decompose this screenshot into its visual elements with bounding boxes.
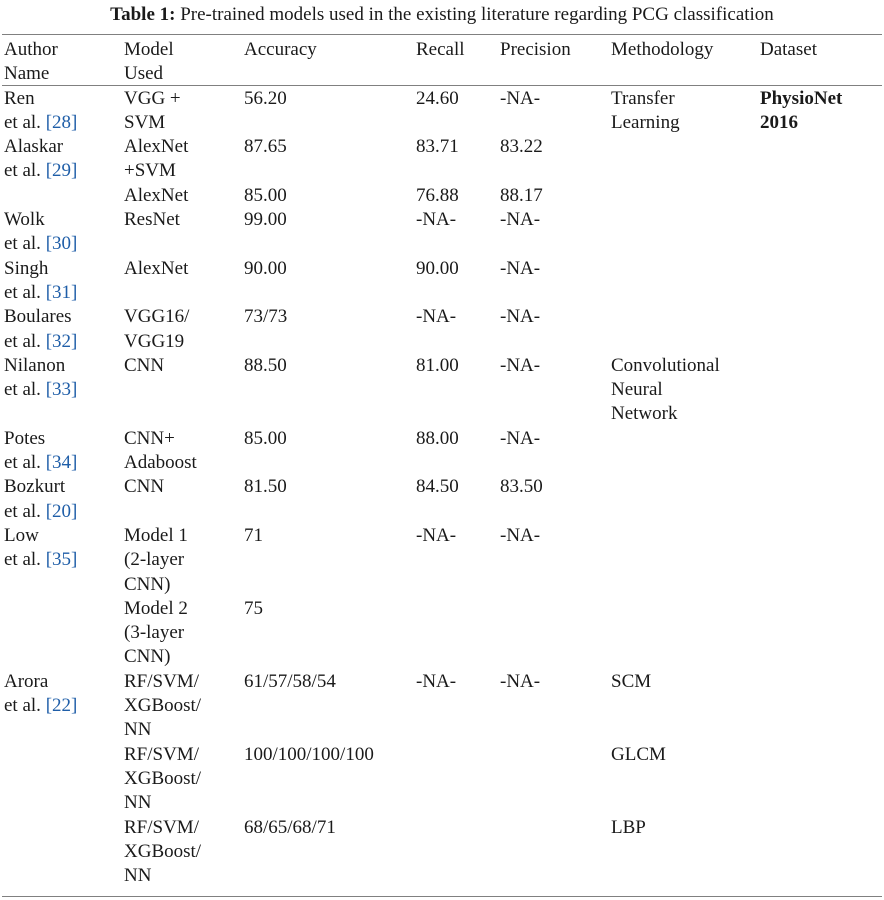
dataset-cell <box>760 184 884 208</box>
citation-link[interactable]: [29] <box>45 160 78 182</box>
recall-cell: 88.00 <box>416 427 459 449</box>
precision-cell <box>500 816 611 889</box>
citation-link[interactable]: [34] <box>45 452 78 474</box>
recall-cell: 76.88 <box>416 184 459 206</box>
bottom-rule <box>2 896 882 897</box>
author-name: Low et al. <box>4 524 41 571</box>
author-name: Alaskar et al. <box>4 136 64 182</box>
recall-cell: 83.71 <box>416 136 459 158</box>
recall-cell: 90.00 <box>416 257 459 279</box>
model-cell: RF/SVM/ XGBoost/ NN <box>124 743 202 814</box>
precision-cell: -NA- <box>500 670 541 692</box>
dataset-cell <box>760 597 884 670</box>
accuracy-cell: 90.00 <box>244 257 287 279</box>
recall-cell: -NA- <box>416 524 457 546</box>
dataset-cell <box>760 816 884 889</box>
methodology-cell <box>611 135 760 184</box>
methodology-cell <box>611 427 760 476</box>
author-name: Singh et al. <box>4 257 49 303</box>
model-cell: AlexNet <box>124 184 189 206</box>
dataset-cell <box>760 257 884 306</box>
methodology-cell <box>611 597 760 670</box>
model-cell: ResNet <box>124 209 180 231</box>
accuracy-cell: 100/100/100/100 <box>244 743 374 765</box>
citation-link[interactable]: [20] <box>45 500 78 522</box>
table-row <box>0 208 884 257</box>
table-row <box>0 743 884 816</box>
precision-cell: 88.17 <box>500 184 543 206</box>
header-accuracy: Accuracy <box>244 39 317 60</box>
accuracy-cell: 99.00 <box>244 209 287 231</box>
citation-link[interactable]: [22] <box>45 695 78 717</box>
precision-cell: -NA- <box>500 354 541 376</box>
precision-cell: -NA- <box>500 306 541 328</box>
author-cell <box>0 87 124 136</box>
dataset-cell <box>760 743 884 816</box>
accuracy-cell: 68/65/68/71 <box>244 816 336 838</box>
accuracy-cell: 71 <box>244 524 263 546</box>
author-cell <box>0 743 124 816</box>
citation-link[interactable]: [32] <box>45 330 78 352</box>
recall-cell <box>416 743 500 816</box>
table-row <box>0 475 884 524</box>
model-cell: VGG + SVM <box>124 87 181 133</box>
precision-cell: -NA- <box>500 209 541 231</box>
accuracy-cell: 81.50 <box>244 476 287 498</box>
author-cell <box>0 184 124 208</box>
dataset-cell <box>760 524 884 597</box>
dataset-cell <box>760 427 884 476</box>
top-rule <box>2 34 882 35</box>
citation-link[interactable]: [33] <box>45 379 78 401</box>
model-cell: RF/SVM/ XGBoost/ NN <box>124 816 202 887</box>
methodology-cell <box>611 305 760 354</box>
methodology-cell: Transfer Learning <box>611 87 680 133</box>
model-cell: CNN <box>124 476 165 498</box>
recall-cell <box>416 597 500 670</box>
methodology-cell: SCM <box>611 670 652 692</box>
recall-cell: -NA- <box>416 306 457 328</box>
header-model: Model Used <box>124 39 174 85</box>
citation-link[interactable]: [35] <box>45 549 78 571</box>
precision-cell: -NA- <box>500 257 541 279</box>
methodology-cell: LBP <box>611 816 646 838</box>
recall-cell: -NA- <box>416 670 457 692</box>
caption-label: Table 1: <box>110 4 176 25</box>
models-table <box>0 38 884 888</box>
accuracy-cell: 56.20 <box>244 87 287 109</box>
methodology-cell <box>611 475 760 524</box>
author-name: Ren et al. <box>4 87 41 133</box>
author-cell <box>0 597 124 670</box>
author-cell <box>0 670 124 743</box>
header-recall: Recall <box>416 39 465 60</box>
precision-cell: -NA- <box>500 427 541 449</box>
header-author: Author Name <box>4 39 58 85</box>
precision-cell: 83.50 <box>500 476 543 498</box>
methodology-cell <box>611 524 760 597</box>
accuracy-cell: 75 <box>244 597 263 619</box>
dataset-cell <box>760 670 884 743</box>
header-methodology: Methodology <box>611 39 714 60</box>
author-cell <box>0 208 124 257</box>
accuracy-cell: 87.65 <box>244 136 287 158</box>
author-name: Bozkurt et al. <box>4 476 66 522</box>
citation-link[interactable]: [31] <box>45 281 78 303</box>
methodology-cell: Convolutional Neural Network <box>611 354 720 425</box>
table-row <box>0 305 884 354</box>
author-name: Arora et al. <box>4 670 49 717</box>
dataset-cell: PhysioNet 2016 <box>760 87 843 133</box>
accuracy-cell: 61/57/58/54 <box>244 670 336 692</box>
author-name: Boulares et al. <box>4 306 72 352</box>
table-row <box>0 524 884 597</box>
header-precision: Precision <box>500 39 571 60</box>
precision-cell: -NA- <box>500 524 541 546</box>
dataset-cell <box>760 475 884 524</box>
methodology-cell <box>611 257 760 306</box>
recall-cell: 24.60 <box>416 87 459 109</box>
citation-link[interactable]: [28] <box>45 111 78 133</box>
dataset-cell <box>760 135 884 184</box>
dataset-cell <box>760 208 884 257</box>
table-row <box>0 597 884 670</box>
dataset-cell <box>760 305 884 354</box>
table-row <box>0 87 884 136</box>
table-row <box>0 135 884 184</box>
header-row <box>0 38 884 87</box>
author-cell <box>0 257 124 306</box>
accuracy-cell: 85.00 <box>244 184 287 206</box>
accuracy-cell: 73/73 <box>244 306 288 328</box>
precision-cell: -NA- <box>500 87 541 109</box>
author-name: Nilanon et al. <box>4 354 66 401</box>
model-cell: Model 2 (3-layer CNN) <box>124 597 188 668</box>
recall-cell: 81.00 <box>416 354 459 376</box>
recall-cell: 84.50 <box>416 476 459 498</box>
author-cell <box>0 305 124 354</box>
author-cell <box>0 475 124 524</box>
model-cell: RF/SVM/ XGBoost/ NN <box>124 670 202 741</box>
table-row <box>0 354 884 427</box>
table-row <box>0 257 884 306</box>
author-cell <box>0 427 124 476</box>
author-cell <box>0 354 124 427</box>
precision-cell <box>500 597 611 670</box>
author-cell <box>0 524 124 597</box>
author-name: Potes et al. <box>4 427 46 474</box>
citation-link[interactable]: [30] <box>45 233 78 255</box>
model-cell: AlexNet <box>124 257 189 279</box>
accuracy-cell: 85.00 <box>244 427 287 449</box>
table-row <box>0 816 884 889</box>
model-cell: Model 1 (2-layer CNN) <box>124 524 188 595</box>
table-row <box>0 427 884 476</box>
recall-cell: -NA- <box>416 209 457 231</box>
model-cell: VGG16/ VGG19 <box>124 306 190 352</box>
dataset-cell <box>760 354 884 427</box>
recall-cell <box>416 816 500 889</box>
table-row <box>0 184 884 208</box>
model-cell: AlexNet +SVM <box>124 136 189 182</box>
table-caption <box>0 4 884 26</box>
caption-text: Pre-trained models used in the existing literature regarding PCG classification <box>180 4 774 25</box>
author-cell <box>0 135 124 184</box>
precision-cell <box>500 743 611 816</box>
methodology-cell <box>611 184 760 208</box>
methodology-cell <box>611 208 760 257</box>
author-name: Wolk et al. <box>4 209 45 255</box>
precision-cell: 83.22 <box>500 136 543 158</box>
methodology-cell: GLCM <box>611 743 666 765</box>
model-cell: CNN+ Adaboost <box>124 427 197 474</box>
author-cell <box>0 816 124 889</box>
header-dataset: Dataset <box>760 39 817 60</box>
accuracy-cell: 88.50 <box>244 354 287 376</box>
table-row <box>0 670 884 743</box>
model-cell: CNN <box>124 354 165 376</box>
